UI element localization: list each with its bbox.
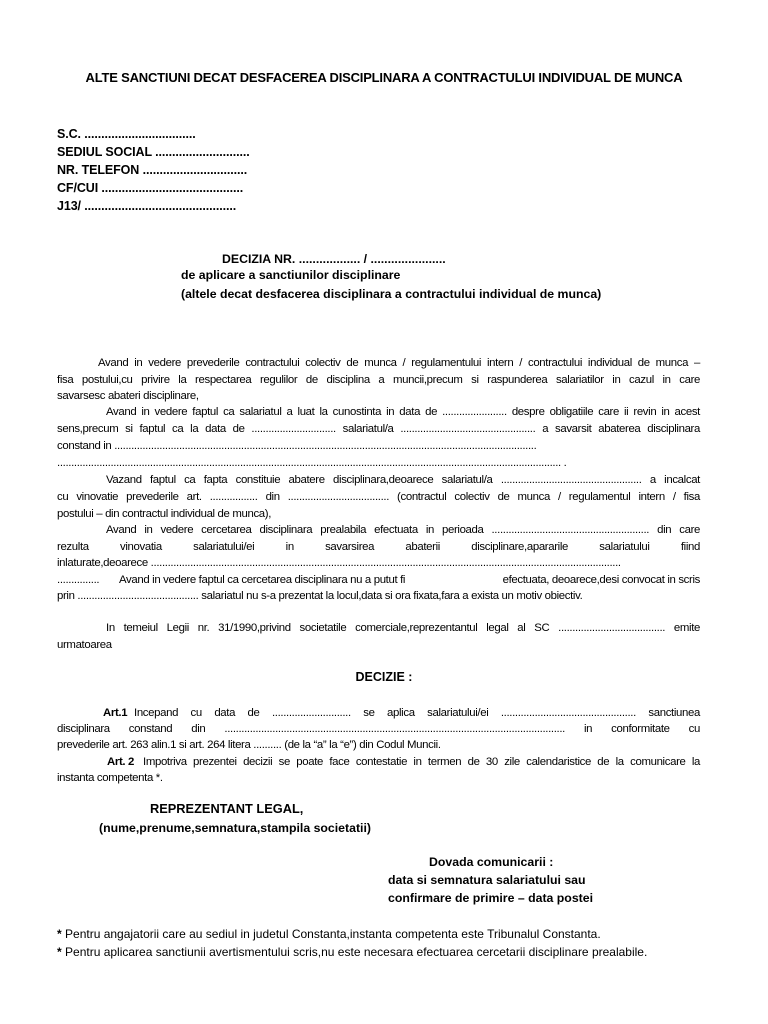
- footnote-text: Pentru aplicarea sanctiunii avertismentului scris,nu este necesara efectuarea cercetarii disciplinare prealabile.: [65, 945, 648, 959]
- paragraph-4-line: rezulta vinovatia salariatului/ei in savarsirea abaterii disciplinare,apararile salariatului fiind: [57, 541, 700, 553]
- article-1-line: prevederile art. 263 alin.1 si art. 264 litera .......... (de la “a” la “e”) din Codul Muncii.: [57, 739, 441, 751]
- paragraph-1-line: Avand in vedere prevederile contractului colectiv de munca / regulamentului intern / contractului individual de munca –: [98, 357, 700, 369]
- paragraph-2-line: Avand in vedere faptul ca salariatul a luat la cunostinta in data de ....................... despre obligatiile care ii revin in acest: [106, 406, 700, 418]
- paragraph-5-line: efectuata, deoarece,desi convocat in scris: [502, 574, 700, 586]
- paragraph-5-line: Avand in vedere faptul ca cercetarea disciplinara nu a putut fi: [119, 574, 406, 586]
- paragraph-2-line: sens,precum si faptul ca la data de .............................. salariatul/a ................................................ a savarsit abaterea disciplinara: [57, 423, 700, 435]
- article-1-line: disciplinara constand din ......................................................................................................................... in conformitate cu: [57, 723, 700, 735]
- company-headquarters: SEDIUL SOCIAL ............................: [57, 145, 250, 159]
- decizie-heading: DECIZIE :: [355, 670, 413, 684]
- article-2-line: Impotriva prezentei decizii se poate face contestatie in termen de 30 zile calendaristice de la comunicare la: [143, 756, 700, 768]
- proof-line: confirmare de primire – data postei: [388, 891, 594, 905]
- article-2-label: Art. 2: [107, 756, 135, 768]
- footnote-2: [57, 945, 647, 959]
- paragraph-6-line: In temeiul Legii nr. 31/1990,privind societatile comerciale,reprezentantul legal al SC ...................................... emite: [106, 622, 700, 634]
- paragraph-2-line: constand in ......................................................................................................................................................: [57, 440, 537, 452]
- signature-detail: (nume,prenume,semnatura,stampila societatii): [99, 821, 371, 835]
- paragraph-4-line: Avand in vedere cercetarea disciplinara prealabila efectuata in perioada ........................................................ din care: [106, 524, 700, 536]
- company-cui: CF/CUI ..........................................: [57, 181, 244, 195]
- company-phone: NR. TELEFON ...............................: [57, 163, 248, 177]
- document-title: ALTE SANCTIUNI DECAT DESFACEREA DISCIPLINARA A CONTRACTULUI INDIVIDUAL DE MUNCA: [85, 70, 683, 85]
- paragraph-4-line: inlaturate,deoarece .......................................................................................................................................................................: [57, 557, 621, 569]
- footnote-star: *: [57, 945, 62, 959]
- decision-number: DECIZIA NR. .................. / ......................: [222, 252, 446, 266]
- paragraph-5-line: prin ........................................... salariatul nu s-a prezentat la locul,data si ora fixata,fara a exista un motiv obiectiv.: [57, 590, 583, 602]
- signature-title: REPREZENTANT LEGAL,: [150, 801, 304, 816]
- footnote-text: Pentru angajatorii care au sediul in judetul Constanta,instanta competenta este Tribunalul Constanta.: [65, 927, 601, 941]
- company-registry: J13/ .............................................: [57, 199, 237, 213]
- paragraph-6-line: urmatoarea: [57, 639, 112, 651]
- footnote-star: *: [57, 927, 62, 941]
- paragraph-3-line: postului – din contractul individual de munca),: [57, 508, 272, 520]
- article-1-label: Art.1: [103, 707, 128, 719]
- footnote-1: [57, 927, 601, 941]
- article-1-line: Incepand cu data de ............................ se aplica salariatului/ei ................................................ sanctiunea: [134, 707, 700, 719]
- article-2-line: instanta competenta *.: [57, 772, 163, 784]
- paragraph-5-dots: ...............: [57, 574, 100, 586]
- decision-subtitle-note: (altele decat desfacerea disciplinara a contractului individual de munca): [181, 287, 602, 301]
- company-sc: S.C. .................................: [57, 127, 196, 141]
- decision-subtitle: de aplicare a sanctiunilor disciplinare: [181, 268, 401, 282]
- paragraph-1-line: savarsesc abateri disciplinare,: [57, 390, 199, 402]
- paragraph-3-line: Vazand faptul ca fapta constituie abatere disciplinara,deoarece salariatul/a .................................................. a incalcat: [106, 474, 700, 486]
- paragraph-3-line: cu vinovatie prevederile art. ................. din .................................... (contractul colectiv de munca / regulamentul intern / fisa: [57, 491, 700, 503]
- paragraph-2-line: ................................................................................................................................................................................... .: [57, 457, 567, 469]
- paragraph-1-line: fisa postului,cu privire la respectarea regulilor de disciplina a muncii,precum si raspunderea salariatilor in cazul in care: [57, 374, 700, 386]
- proof-line: data si semnatura salariatului sau: [388, 873, 586, 887]
- proof-title: Dovada comunicarii :: [429, 855, 554, 869]
